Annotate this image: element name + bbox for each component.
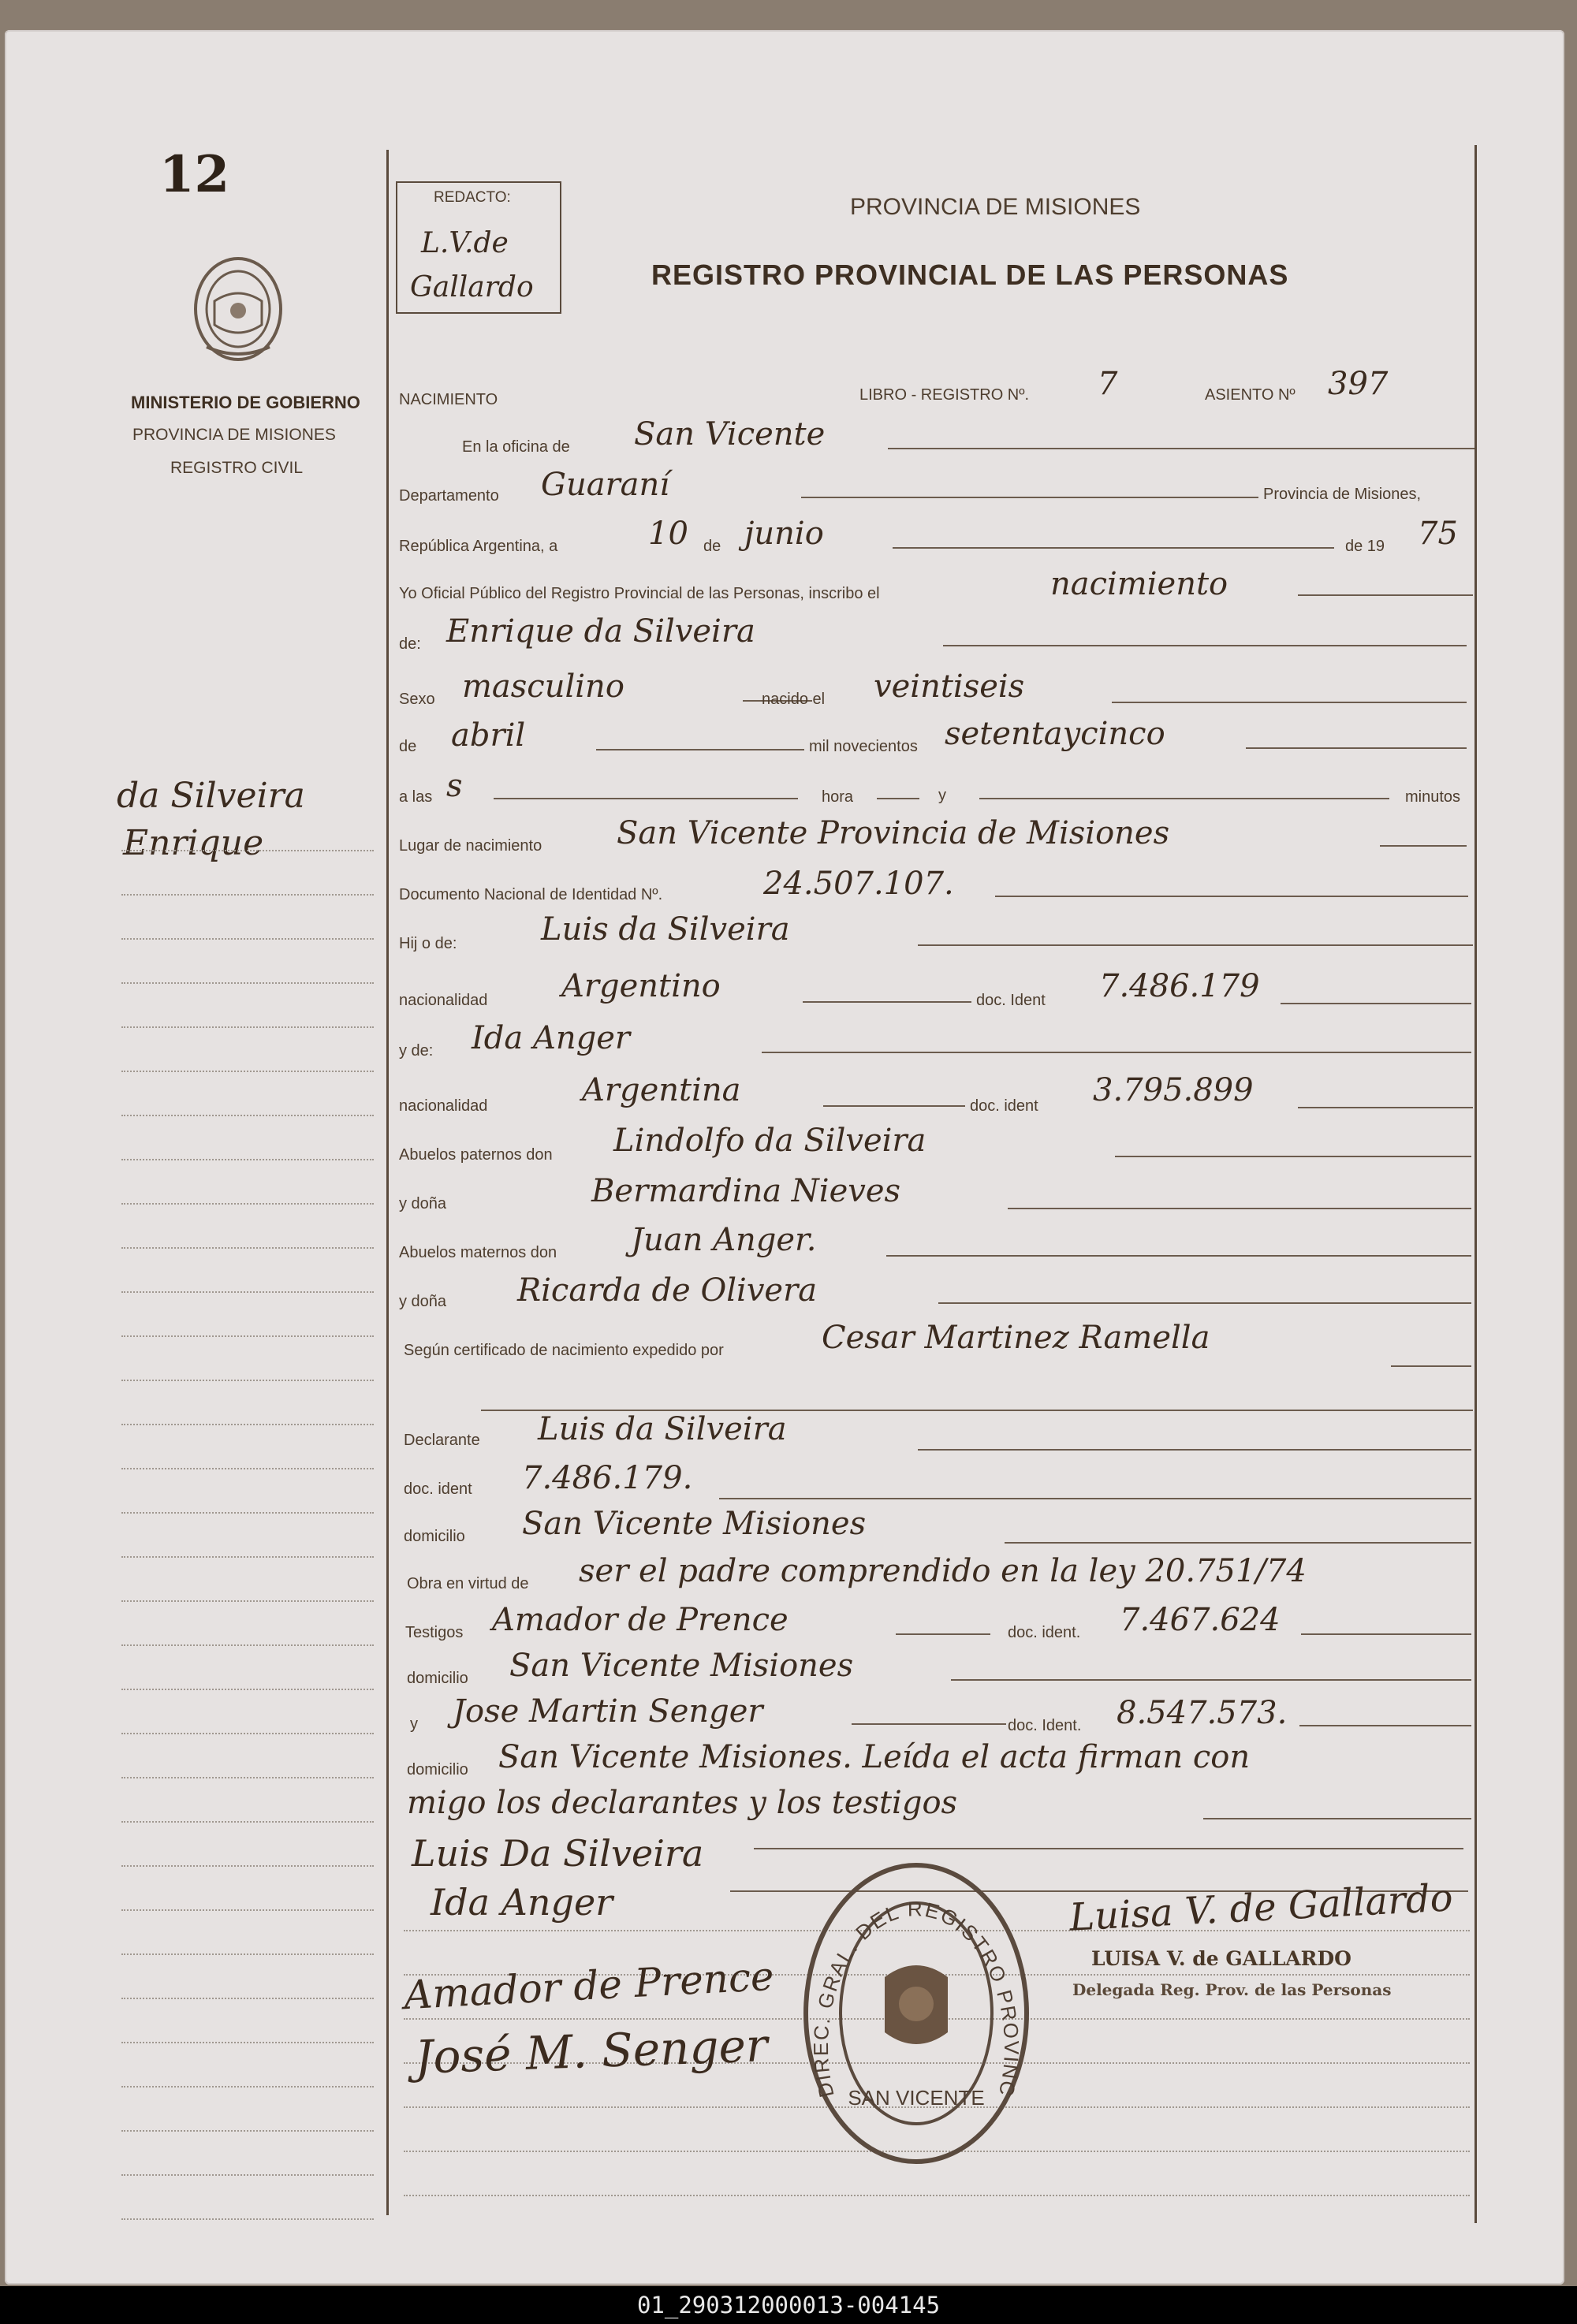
page-number: 12	[159, 145, 230, 204]
margin-ruled-line	[121, 1159, 374, 1160]
form-oficial-label: Yo Oficial Público del Registro Provincial de las Personas, inscribo el	[399, 585, 880, 602]
margin-ruled-line	[121, 1689, 374, 1690]
form-doct2-value: 8.547.573.	[1117, 1695, 1288, 1731]
form-testigo1-value: Amador de Prence	[492, 1602, 788, 1638]
margin-ruled-line	[121, 1247, 374, 1249]
form-obra-value: ser el padre comprendido en la ley 20.751/74	[579, 1553, 1307, 1589]
image-id-footer: 01_290312000013-004145	[0, 2286, 1577, 2324]
form-docd-label: doc. ident	[404, 1480, 472, 1498]
form-doc2-value: 3.795.899	[1093, 1072, 1254, 1108]
form-field-line	[1299, 1725, 1471, 1726]
form-field-line	[1301, 1633, 1471, 1635]
form-sexo-label: Sexo	[399, 691, 435, 708]
form-field-line	[719, 1498, 1471, 1499]
redacto-line2: Gallardo	[410, 271, 534, 304]
form-nombre-value: Enrique da Silveira	[446, 613, 755, 650]
form-field-line	[943, 645, 1467, 646]
form-field-line	[995, 896, 1468, 897]
form-lugar-label: Lugar de nacimiento	[399, 837, 542, 855]
margin-ruled-line	[121, 1291, 374, 1293]
form-oficina-label: En la oficina de	[462, 438, 570, 456]
form-mes-nac-value: abril	[451, 717, 526, 754]
form-asiento-label: ASIENTO Nº	[1205, 386, 1296, 404]
margin-ruled-line	[121, 938, 374, 940]
form-docd-value: 7.486.179.	[522, 1460, 693, 1496]
form-testigos-label: Testigos	[405, 1624, 464, 1641]
form-nacido-label: nacido el	[762, 691, 826, 708]
seal-ring-text: DIREC. GRAL. DEL REGISTRO PROVINC	[808, 1897, 1024, 2100]
form-field-line	[877, 798, 919, 799]
header-province: PROVINCIA DE MISIONES	[850, 194, 1141, 220]
form-dni-label: Documento Nacional de Identidad Nº.	[399, 886, 663, 903]
margin-ruled-line	[121, 1556, 374, 1558]
margin-ruled-line	[121, 2174, 374, 2176]
form-field-line	[1203, 1818, 1471, 1819]
signature-line	[404, 2195, 1470, 2196]
margin-ruled-line	[121, 1821, 374, 1823]
form-departamento-label: Departamento	[399, 487, 499, 505]
form-field-line	[1112, 702, 1467, 703]
form-dom2-label: domicilio	[407, 1670, 468, 1687]
margin-ruled-line	[121, 1424, 374, 1425]
register-page	[5, 30, 1564, 2285]
margin-ruled-line	[121, 2218, 374, 2220]
form-nac2-value: Argentina	[582, 1072, 741, 1108]
form-libro-label: LIBRO - REGISTRO Nº.	[859, 386, 1030, 404]
form-testigo2-value: Jose Martin Senger	[453, 1693, 763, 1730]
form-alas-value: s	[446, 768, 463, 804]
province-label: PROVINCIA DE MISIONES	[132, 426, 336, 444]
margin-ruled-line	[121, 1733, 374, 1734]
form-field-line	[494, 798, 798, 799]
coat-of-arms-icon	[191, 254, 285, 364]
form-nac2-label: nacionalidad	[399, 1097, 488, 1115]
form-nac1-label: nacionalidad	[399, 992, 488, 1009]
form-abp-value: Lindolfo da Silveira	[613, 1123, 926, 1159]
form-field-line	[1008, 1208, 1471, 1209]
form-doc2-label: doc. ident	[970, 1097, 1038, 1115]
form-dom2-value: San Vicente Misiones	[509, 1648, 854, 1684]
form-field-line	[918, 1449, 1471, 1451]
form-field-line	[823, 1105, 965, 1107]
signature-official: Luisa V. de Gallardo	[1068, 1875, 1454, 1940]
form-abm-label: Abuelos maternos don	[399, 1244, 557, 1261]
form-field-line	[979, 798, 1389, 799]
form-departamento-value: Guaraní	[541, 467, 670, 503]
form-de-label: de	[703, 538, 721, 555]
form-nacido-value: veintiseis	[874, 669, 1025, 705]
form-field-line	[801, 497, 1258, 498]
form-field-line	[938, 1302, 1471, 1304]
margin-ruled-line	[121, 2042, 374, 2043]
form-oficina-value: San Vicente	[634, 416, 826, 453]
form-minutos-label: minutos	[1405, 788, 1461, 806]
form-field-line	[1246, 747, 1467, 749]
margin-ruled-line	[121, 1335, 374, 1337]
form-doct1-value: 7.467.624	[1120, 1602, 1281, 1638]
form-anio-nac-value: setentaycinco	[945, 716, 1165, 752]
form-field-line	[1380, 845, 1467, 847]
form-nac1-value: Argentino	[561, 968, 721, 1004]
form-doc1-value: 7.486.179	[1099, 968, 1260, 1004]
form-provincia-label: Provincia de Misiones,	[1263, 486, 1422, 503]
margin-ruled-line	[121, 2086, 374, 2088]
form-field-line	[762, 1052, 1471, 1053]
margin-ruled-line	[121, 1644, 374, 1646]
form-y-label: y	[938, 787, 946, 804]
form-abp2-value: Bermardina Nieves	[591, 1173, 901, 1209]
form-field-line	[852, 1723, 1006, 1725]
form-dom1-label: domicilio	[404, 1528, 465, 1545]
form-field-line	[1005, 1542, 1471, 1544]
margin-ruled-line	[121, 1468, 374, 1469]
form-y2-label: y	[410, 1715, 418, 1733]
form-ydona2-label: y doña	[399, 1293, 447, 1310]
form-doct2-label: doc. Ident.	[1008, 1717, 1082, 1734]
margin-ruled-line	[121, 1953, 374, 1955]
form-cont-value: migo los declarantes y los testigos	[407, 1785, 958, 1821]
form-dom3-value: San Vicente Misiones. Leída el acta firman con	[498, 1739, 1251, 1775]
form-padre-value: Luis da Silveira	[541, 911, 790, 948]
form-libro-value: 7	[1098, 366, 1118, 402]
form-ydona1-label: y doña	[399, 1195, 447, 1212]
form-doct1-label: doc. ident.	[1008, 1624, 1081, 1641]
form-field-line	[896, 1633, 990, 1635]
official-stamp-title: Delegada Reg. Prov. de las Personas	[1072, 1980, 1392, 1999]
margin-ruled-line	[121, 1071, 374, 1072]
form-alas-label: a las	[399, 788, 433, 806]
form-hora-label: hora	[822, 788, 854, 806]
form-mil-label: mil novecientos	[809, 738, 918, 755]
form-field-line	[918, 944, 1473, 946]
form-mes-value: junio	[744, 516, 824, 552]
margin-ruled-line	[121, 1380, 374, 1381]
form-certificado-label: Según certificado de nacimiento expedido por	[404, 1342, 724, 1359]
form-abm-value: Juan Anger.	[631, 1222, 817, 1258]
margin-note-name: Enrique	[123, 823, 264, 863]
margin-ruled-line	[121, 1777, 374, 1778]
margin-ruled-line	[121, 1600, 374, 1602]
form-anio-value: 75	[1418, 516, 1458, 552]
redacto-label: REDACTO:	[434, 189, 511, 206]
form-field-line	[1391, 1365, 1471, 1367]
header-title: REGISTRO PROVINCIAL DE LAS PERSONAS	[651, 259, 1289, 291]
form-dia-value: 10	[648, 516, 688, 552]
form-sexo-value: masculino	[462, 669, 624, 705]
civil-registry-label: REGISTRO CIVIL	[170, 459, 304, 477]
form-asiento-value: 397	[1328, 366, 1389, 402]
form-dom1-value: San Vicente Misiones	[522, 1506, 867, 1542]
form-anio-label: de 19	[1345, 538, 1385, 555]
form-declarante-label: Declarante	[404, 1432, 480, 1449]
signature-mother: Ida Anger	[431, 1881, 613, 1924]
form-abm2-value: Ricarda de Olivera	[517, 1272, 818, 1309]
margin-ruled-line	[121, 1203, 374, 1205]
form-field-line	[893, 547, 1334, 549]
form-field-line	[1115, 1156, 1471, 1157]
official-stamp-name: LUISA V. de GALLARDO	[1091, 1947, 1351, 1970]
redacto-line1: L.V.de	[421, 227, 509, 259]
margin-ruled-line	[121, 982, 374, 984]
form-field-line	[1298, 1107, 1473, 1108]
signature-witness-1: Amador de Prence	[402, 1953, 775, 2019]
form-abp-label: Abuelos paternos don	[399, 1146, 553, 1164]
form-nacimiento-label: NACIMIENTO	[399, 391, 498, 408]
form-field-line	[888, 448, 1474, 449]
margin-ruled-line	[121, 1026, 374, 1028]
form-dni-value: 24.507.107.	[763, 866, 954, 902]
form-field-line	[1298, 594, 1473, 596]
form-doc1-label: doc. Ident	[976, 992, 1046, 1009]
right-border	[1474, 145, 1477, 2223]
form-field-line	[754, 1848, 1463, 1849]
margin-ruled-line	[121, 2130, 374, 2132]
margin-ruled-line	[121, 850, 374, 851]
form-yde-label: y de:	[399, 1042, 434, 1060]
margin-ruled-line	[121, 894, 374, 896]
form-inscribo-value: nacimiento	[1050, 566, 1228, 602]
form-declarante-value: Luis da Silveira	[538, 1411, 787, 1447]
form-madre-value: Ida Anger	[472, 1020, 631, 1056]
form-field-line	[886, 1255, 1471, 1257]
form-field-line	[1281, 1003, 1471, 1004]
form-field-line	[596, 749, 804, 750]
left-border	[386, 150, 389, 2215]
form-de-nombre-label: de:	[399, 635, 421, 653]
signature-declarant: Luis Da Silveira	[412, 1832, 704, 1875]
redacto-box	[396, 181, 561, 314]
margin-ruled-line	[121, 1998, 374, 1999]
signature-witness-2: José M. Senger	[413, 2018, 769, 2084]
ministry-label: MINISTERIO DE GOBIERNO	[131, 393, 360, 412]
form-republica-label: República Argentina, a	[399, 538, 558, 555]
form-dom3-label: domicilio	[407, 1761, 468, 1778]
margin-ruled-line	[121, 1909, 374, 1911]
margin-note-surname: da Silveira	[117, 776, 305, 816]
form-field-line	[803, 1001, 971, 1003]
seal-bottom-text: SAN VICENTE	[848, 2086, 985, 2110]
form-obra-label: Obra en virtud de	[407, 1575, 529, 1592]
form-lugar-value: San Vicente Provincia de Misiones	[617, 815, 1170, 851]
form-field-line	[951, 1679, 1471, 1681]
registry-seal	[800, 1859, 1033, 2168]
form-hijo-label: Hij o de:	[399, 935, 457, 952]
form-de-mes-label: de	[399, 738, 417, 755]
margin-ruled-line	[121, 1512, 374, 1514]
form-certificado-value: Cesar Martinez Ramella	[822, 1320, 1210, 1356]
margin-ruled-line	[121, 1115, 374, 1116]
margin-ruled-line	[121, 1865, 374, 1867]
